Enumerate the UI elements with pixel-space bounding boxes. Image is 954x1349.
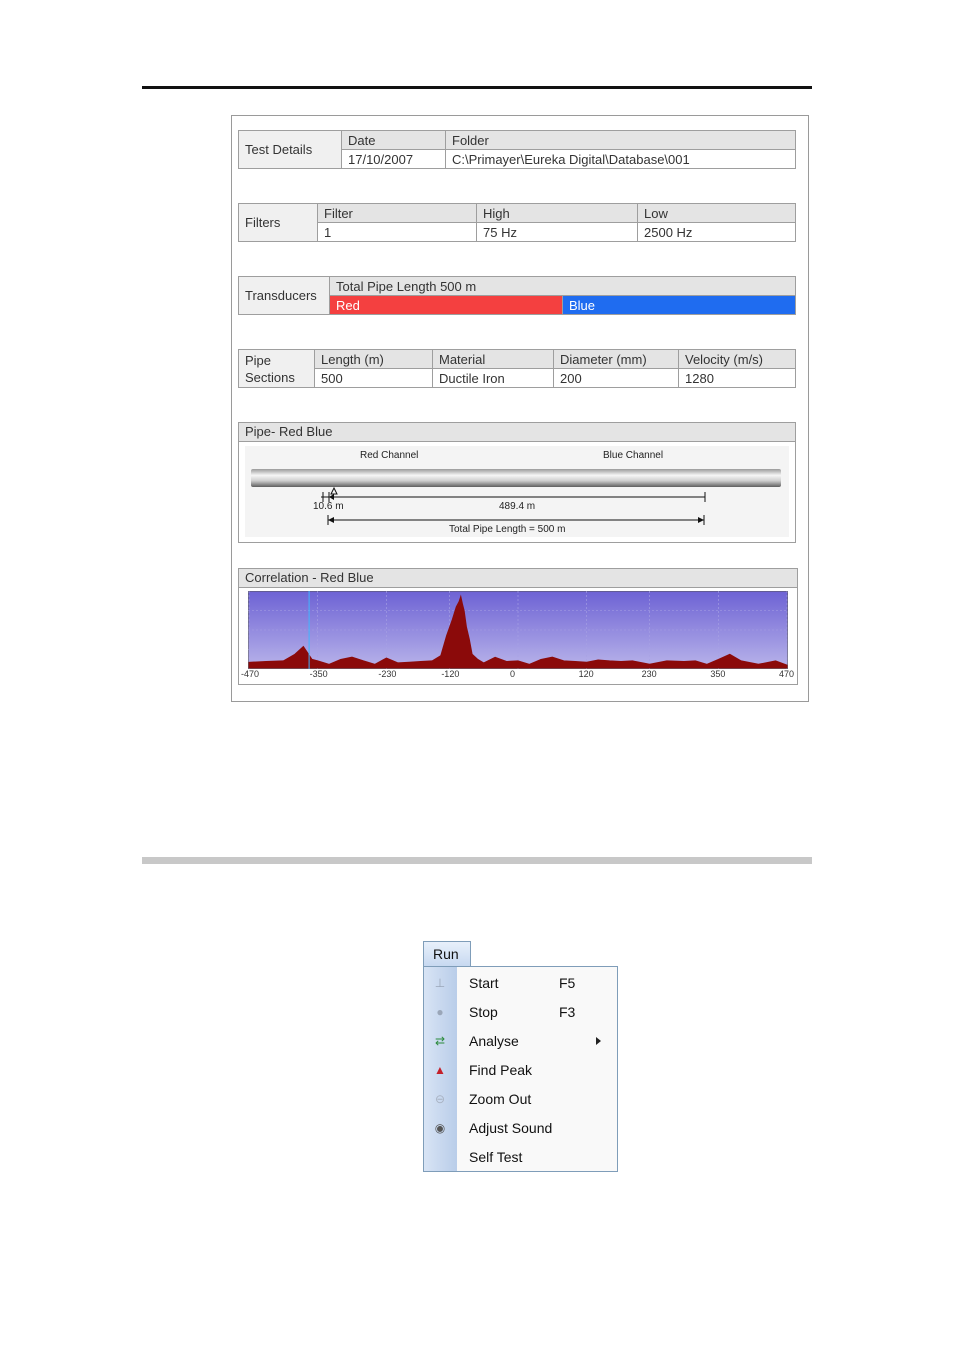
start-icon: ⊥ xyxy=(434,976,446,990)
material-value: Ductile Iron xyxy=(433,369,554,388)
find-peak-icon: ▲ xyxy=(434,1063,446,1077)
x-tick-label-5: 120 xyxy=(578,669,594,679)
self-test-icon xyxy=(432,1149,448,1165)
menu-item-zoom-out-label: Zoom Out xyxy=(469,1091,532,1107)
x-tick-label-6: 230 xyxy=(641,669,657,679)
menu-item-zoom-out[interactable] xyxy=(424,1085,617,1113)
blue-transducer: Blue xyxy=(563,296,796,315)
red-channel-label: Red Channel xyxy=(360,450,419,461)
filters-label: Filters xyxy=(239,204,318,242)
red-transducer: Red xyxy=(330,296,563,315)
filters-table xyxy=(238,203,796,242)
total-length-label: Total Pipe Length = 500 m xyxy=(449,524,566,535)
zoom-out-icon: ⊖ xyxy=(434,1092,446,1106)
total-pipe-length: Total Pipe Length 500 m xyxy=(330,277,796,296)
transducers-label: Transducers xyxy=(239,277,330,315)
pipe-diagram xyxy=(245,446,789,537)
far-distance: 489.4 m xyxy=(499,501,536,512)
section-rule xyxy=(142,857,812,864)
high-header: High xyxy=(477,204,638,223)
date-header: Date xyxy=(342,131,446,150)
menu-item-find-peak[interactable] xyxy=(424,1056,617,1084)
top-rule xyxy=(142,86,812,89)
test-details-label: Test Details xyxy=(239,131,342,169)
blue-channel-label: Blue Channel xyxy=(603,450,664,461)
analyse-icon: ⇄ xyxy=(434,1034,446,1048)
x-tick-label-0: -470 xyxy=(241,669,260,679)
filter-value: 1 xyxy=(318,223,477,242)
menu-item-self-test-label: Self Test xyxy=(469,1149,523,1165)
menu-item-adjust-sound[interactable] xyxy=(424,1114,617,1142)
material-header: Material xyxy=(433,350,554,369)
stop-icon: ● xyxy=(436,1005,444,1019)
menu-item-stop[interactable] xyxy=(424,998,617,1026)
transducers-table xyxy=(238,276,796,315)
menu-item-start-label: Start xyxy=(469,975,499,991)
correlation-panel xyxy=(238,568,798,685)
x-tick-label-8: 470 xyxy=(779,669,795,679)
pipe-graphic xyxy=(251,469,781,487)
high-value: 75 Hz xyxy=(477,223,638,242)
low-header: Low xyxy=(638,204,796,223)
pipe-sections-label-line2: Sections xyxy=(245,369,295,385)
menu-item-analyse[interactable] xyxy=(424,1027,617,1055)
x-tick-label-3: -120 xyxy=(441,669,460,679)
report-frame xyxy=(231,115,809,702)
run-menu-tab[interactable]: Run xyxy=(423,941,471,967)
correlation-x-axis xyxy=(241,669,795,681)
menu-item-stop-shortcut: F3 xyxy=(559,1004,576,1020)
folder-header: Folder xyxy=(446,131,796,150)
diameter-value: 200 xyxy=(554,369,679,388)
menu-item-self-test[interactable] xyxy=(424,1143,617,1171)
x-tick-label-1: -350 xyxy=(309,669,328,679)
pipe-sections-label xyxy=(239,350,315,388)
x-tick-label-2: -230 xyxy=(378,669,397,679)
x-tick-label-7: 350 xyxy=(710,669,726,679)
pipe-panel xyxy=(238,422,796,543)
adjust-sound-icon: ◉ xyxy=(434,1121,446,1135)
date-value: 17/10/2007 xyxy=(342,150,446,169)
pipe-panel-title: Pipe- Red Blue xyxy=(239,423,795,442)
correlation-chart xyxy=(248,591,788,669)
menu-item-find-peak-label: Find Peak xyxy=(469,1062,533,1078)
length-value: 500 xyxy=(315,369,433,388)
near-distance: 10.6 m xyxy=(313,501,344,512)
velocity-value: 1280 xyxy=(679,369,796,388)
pipe-sections-table xyxy=(238,349,796,388)
diameter-header: Diameter (mm) xyxy=(554,350,679,369)
filter-header: Filter xyxy=(318,204,477,223)
pipe-sections-label-line1: Pipe xyxy=(245,352,272,368)
length-header: Length (m) xyxy=(315,350,433,369)
correlation-panel-title: Correlation - Red Blue xyxy=(239,569,797,588)
test-details-table xyxy=(238,130,796,169)
low-value: 2500 Hz xyxy=(638,223,796,242)
folder-value: C:\Primayer\Eureka Digital\Database\001 xyxy=(446,150,796,169)
menu-item-stop-label: Stop xyxy=(469,1004,498,1020)
menu-item-adjust-sound-label: Adjust Sound xyxy=(469,1120,553,1136)
menu-item-start[interactable] xyxy=(424,969,617,997)
x-tick-label-4: 0 xyxy=(510,669,516,679)
run-menu-dropdown xyxy=(423,966,618,1172)
velocity-header: Velocity (m/s) xyxy=(679,350,796,369)
menu-item-analyse-label: Analyse xyxy=(469,1033,519,1049)
submenu-arrow-icon xyxy=(596,1037,601,1045)
menu-item-start-shortcut: F5 xyxy=(559,975,576,991)
